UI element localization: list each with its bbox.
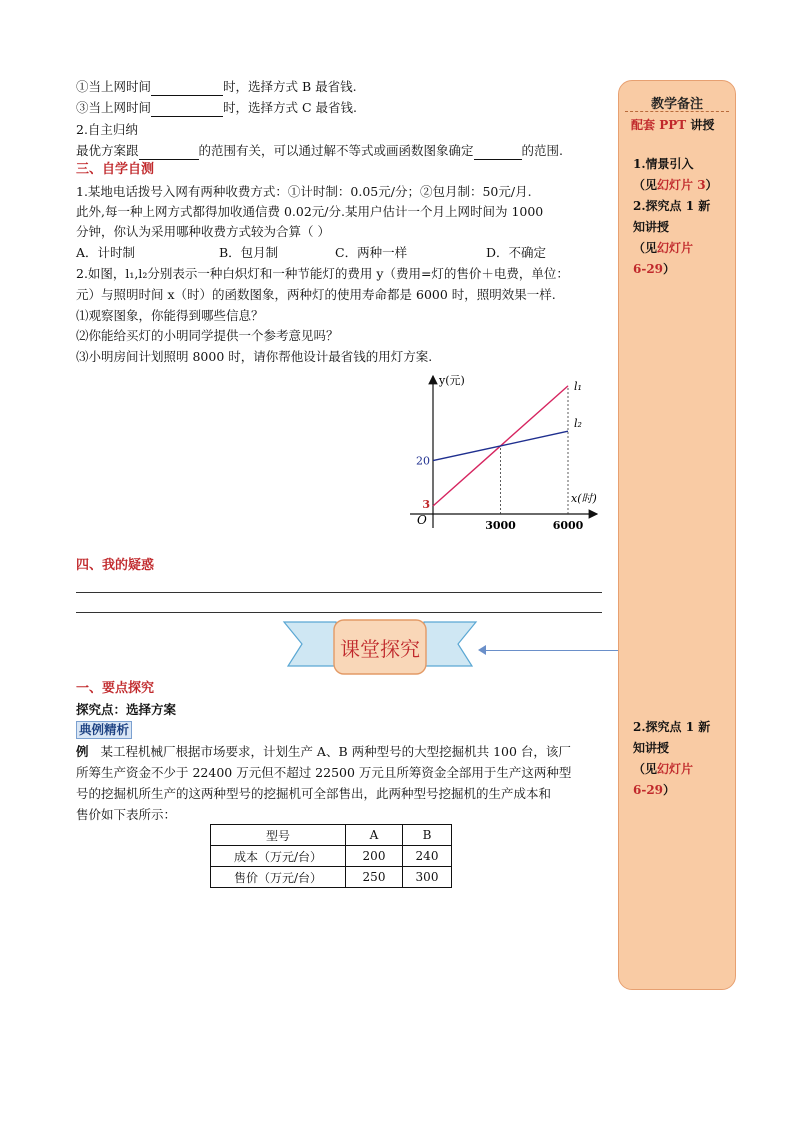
- question2-sub2: ⑵你能给买灯的小明同学提供一个参考意见吗？: [76, 328, 339, 343]
- example-line3: 号的挖掘机所生产的这两种型号的挖掘机可全部售出，此两种型号挖掘机的生产成本和: [76, 786, 552, 801]
- summary-heading: 2.自主归纳: [76, 122, 138, 137]
- slide-range[interactable]: 6-29: [633, 262, 664, 276]
- table-cell: 售价（万元/台）: [211, 867, 346, 888]
- question2-sub3: ⑶小明房间计划照明 8000 时，请你帮他设计最省钱的用灯方案.: [76, 349, 433, 364]
- section3-heading: 三、自学自测: [76, 162, 155, 177]
- table-cell: 成本（万元/台）: [211, 846, 346, 867]
- option-c: C．两种一样: [335, 245, 408, 260]
- sidebar-subtitle: [631, 115, 731, 136]
- slide-ref[interactable]: 幻灯片: [657, 762, 694, 776]
- y-tick-20: 20: [416, 454, 430, 468]
- ref-close: ）: [663, 783, 676, 797]
- question1-line3: 分钟，你认为采用哪种收费方式较为合算（ ）: [76, 224, 330, 239]
- writing-line: [76, 592, 602, 593]
- table-row: [211, 867, 452, 888]
- writing-line: [76, 612, 602, 613]
- table-header: A: [346, 825, 403, 846]
- summary-middle: 的范围有关，可以通过解不等式或画函数图象确定: [198, 143, 474, 158]
- sidebar-item-1: 1.情景引入: [633, 157, 694, 171]
- table-row: [211, 846, 452, 867]
- question2-sub1: ⑴观察图象，你能得到哪些信息？: [76, 308, 264, 323]
- x-tick-6000: 6000: [552, 519, 584, 532]
- sidebar-item-3-ref: [633, 759, 733, 780]
- connector-line: [484, 650, 618, 651]
- table-cell: 240: [403, 846, 452, 867]
- ref-close: ）: [705, 178, 718, 192]
- table-header: 型号: [211, 825, 346, 846]
- sidebar-item-1-ref: [633, 175, 733, 196]
- subtitle-prefix: 配套: [631, 118, 660, 132]
- example-line1: [76, 743, 571, 761]
- slide-range[interactable]: 6-29: [633, 783, 664, 797]
- subtitle-suffix: 讲授: [686, 118, 715, 132]
- example-text: 某工程机械厂根据市场要求，计划生产 A、B 两种型号的大型挖掘机共 100 台，该厂: [100, 744, 571, 759]
- summary-suffix: 的范围.: [521, 143, 564, 158]
- example-line4: 售价如下表所示：: [76, 807, 177, 822]
- table-cell: 250: [346, 867, 403, 888]
- line2-suffix: 时，选择方式 C 最省钱.: [223, 100, 358, 115]
- table-cell: 300: [403, 867, 452, 888]
- sidebar-item-3-ref-range: [633, 780, 733, 801]
- subtitle-ppt: PPT: [659, 118, 687, 132]
- answer-line-1: [76, 78, 357, 96]
- series-label-l2: l₂: [574, 417, 582, 431]
- series-label-l1: l₁: [574, 379, 582, 393]
- table-header: B: [403, 825, 452, 846]
- answer-blank[interactable]: [151, 81, 223, 96]
- y-tick-3: 3: [422, 497, 430, 511]
- specs-table: [210, 824, 452, 888]
- section-banner: [282, 618, 478, 678]
- example-line2: 所筹生产资金不少于 22400 万元但不超过 22500 万元且所筹资金全部用于生产这两种型: [76, 765, 572, 780]
- example-label: 例: [76, 744, 89, 759]
- sidebar-item-2-line2: 知讲授: [633, 220, 670, 234]
- cost-time-chart: [405, 368, 605, 533]
- y-axis-label: y(元): [439, 374, 465, 387]
- ref-open: （见: [633, 178, 658, 192]
- question1-line1: 1.某地电话拨号入网有两种收费方式：①计时制：0.05元/分；②包月制：50元/月.: [76, 184, 532, 199]
- sidebar-item-3-line2: 知讲授: [633, 741, 670, 755]
- answer-line-2: [76, 99, 357, 117]
- origin-label: O: [417, 513, 427, 527]
- banner-title: 课堂探究: [340, 637, 420, 661]
- explore-heading: 一、要点探究: [76, 681, 155, 696]
- table-header-row: [211, 825, 452, 846]
- question2-line2: 元）与照明时间 x（时）的函数图象，两种灯的使用寿命都是 6000 时，照明效果一样.: [76, 287, 556, 302]
- teaching-notes-sidebar: [618, 80, 736, 990]
- ref-open: （见: [633, 241, 658, 255]
- section4-heading: 四、我的疑惑: [76, 558, 155, 573]
- option-d: D．不确定: [486, 245, 547, 260]
- answer-blank[interactable]: [151, 102, 223, 117]
- arrow-left-icon: [478, 645, 486, 655]
- x-axis-label: x(时): [571, 492, 597, 505]
- question2-line1: 2.如图，l₁,l₂分别表示一种白炽灯和一种节能灯的费用 y（费用=灯的售价＋电费，单位：: [76, 266, 569, 281]
- example-tag: [76, 721, 132, 739]
- option-b: B．包月制: [219, 245, 279, 260]
- line2-prefix: ③当上网时间: [76, 100, 152, 115]
- table-cell: 200: [346, 846, 403, 867]
- slide-ref[interactable]: 幻灯片: [657, 241, 694, 255]
- sidebar-item-2: 2.探究点 1 新: [633, 199, 711, 213]
- summary-line: [76, 142, 563, 160]
- explore-point: 探究点：选择方案: [76, 702, 177, 717]
- line1-suffix: 时，选择方式 B 最省钱.: [223, 79, 357, 94]
- slide-ref[interactable]: 幻灯片 3: [657, 178, 706, 192]
- option-a: A．计时制: [76, 245, 136, 260]
- sidebar-item-2-ref: [633, 238, 733, 259]
- line1-prefix: ①当上网时间: [76, 79, 152, 94]
- sidebar-item-2-ref-range: [633, 259, 733, 280]
- sidebar-item-3: 2.探究点 1 新: [633, 720, 711, 734]
- question1-line2: 此外,每一种上网方式都得加收通信费 0.02元/分.某用户估计一个月上网时间为 1000: [76, 204, 544, 219]
- ref-close: ）: [663, 262, 676, 276]
- example-tag-label: 典例精析: [76, 721, 132, 739]
- x-tick-3000: 3000: [485, 519, 516, 532]
- sidebar-title: 教学备注: [650, 97, 703, 112]
- answer-blank[interactable]: [139, 145, 199, 160]
- sidebar-divider: [625, 111, 729, 112]
- summary-prefix: 最优方案跟: [76, 143, 139, 158]
- ref-open: （见: [633, 762, 658, 776]
- answer-blank[interactable]: [474, 145, 522, 160]
